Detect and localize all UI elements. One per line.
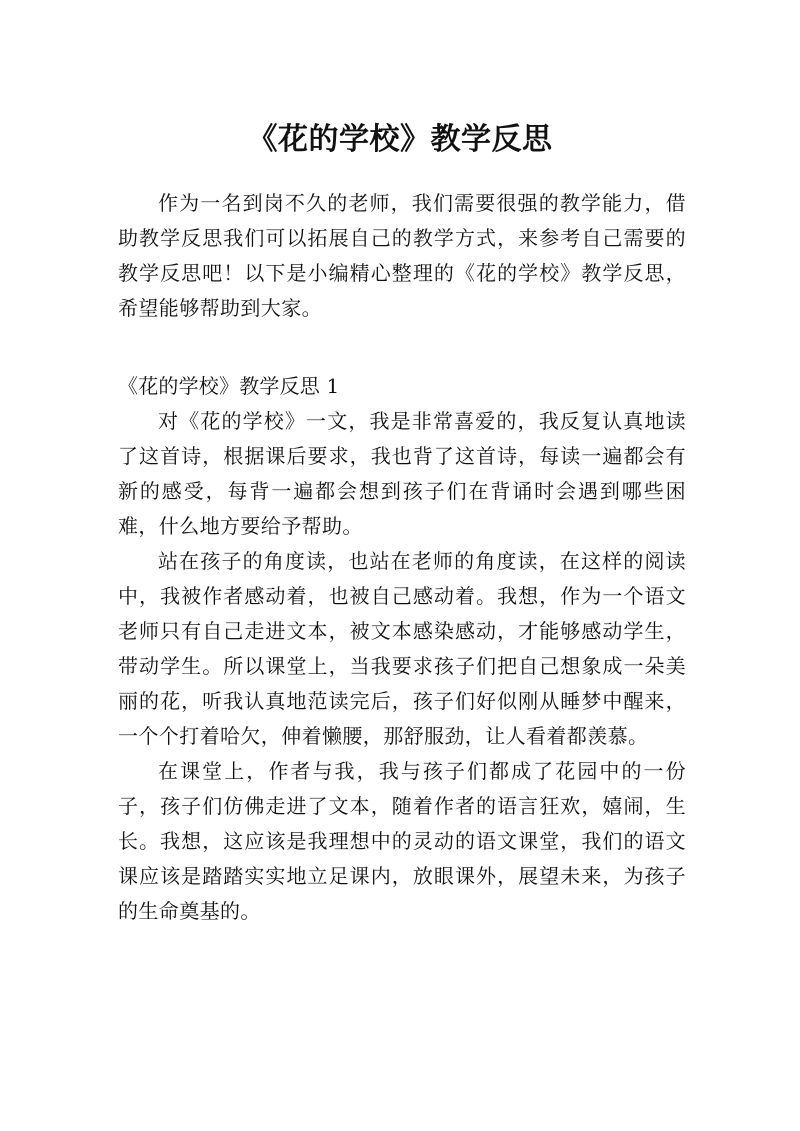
- intro-paragraph: 作为一名到岗不久的老师，我们需要很强的教学能力，借助教学反思我们可以拓展自己的教学方式，来参考自己需要的教学反思吧！以下是小编精心整理的《花的学校》教学反思，希望能够帮助到大家。: [118, 191, 686, 320]
- body-paragraph: 站在孩子的角度读，也站在老师的角度读，在这样的阅读中，我被作者感动着，也被自己感动着。我想，作为一个语文老师只有自己走进文本，被文本感染感动，才能够感动学生，带动学生。所以课堂上，当我要求孩子们把自己想象成一朵美丽的花，听我认真地范读完后，孩子们好似刚从睡梦中醒来，一个个打着哈欠，伸着懒腰，那舒服劲，让人看着都羡慕。: [118, 549, 686, 748]
- body-paragraph: 对《花的学校》一文，我是非常喜爱的，我反复认真地读了这首诗，根据课后要求，我也背了这首诗，每读一遍都会有新的感受，每背一遍都会想到孩子们在背诵时会遇到哪些困难，什么地方要给予帮助。: [118, 409, 686, 538]
- document-body: [118, 186, 686, 929]
- section-heading: 《花的学校》教学反思 1: [118, 374, 340, 398]
- body-paragraph: 在课堂上，作者与我，我与孩子们都成了花园中的一份子，孩子们仿佛走进了文本，随着作者的语言狂欢，嬉闹，生长。我想，这应该是我理想中的灵动的语文课堂，我们的语文课应该是踏踏实实地立足课内，放眼课外，展望未来，为孩子的生命奠基的。: [118, 759, 686, 923]
- document-title: 《花的学校》教学反思: [247, 122, 553, 158]
